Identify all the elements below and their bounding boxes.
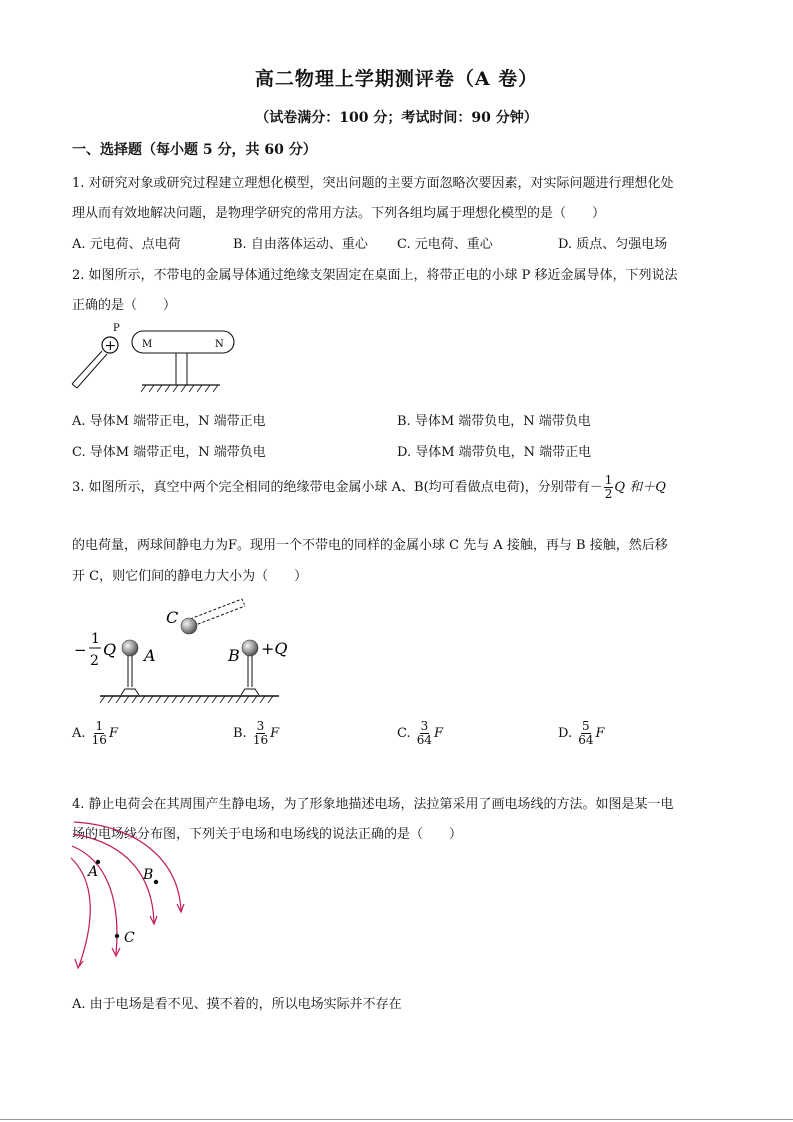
q1-line1: 1. 对研究对象或研究过程建立理想化模型，突出问题的主要方面忽略次要因素，对实际问题进行理想化处: [72, 176, 674, 191]
q2-p-label: P: [113, 323, 120, 334]
q2-figure: [70, 318, 240, 394]
q3-fig-q: Q: [103, 640, 117, 659]
rod-c-dash-2: [193, 606, 245, 626]
q3-opt-c-letter: C.: [397, 726, 411, 741]
q3-opt-d-unit: F: [595, 726, 605, 741]
q3-line1: [72, 472, 666, 504]
rod-edge-1: [72, 351, 102, 384]
q3-opt-a-num: 1: [95, 719, 104, 733]
q3-opt-c-num: 3: [420, 719, 429, 733]
q3-option-d[interactable]: [558, 720, 605, 747]
q3-opt-b-den: 16: [252, 733, 269, 747]
q3-option-c[interactable]: [397, 720, 443, 747]
arrow-head-4: [75, 959, 83, 968]
point-c: [115, 934, 119, 938]
q4-c-label: C: [124, 930, 135, 946]
q3-opt-d-letter: D.: [558, 726, 573, 741]
q3-line1-text-b: Q 和＋Q: [614, 480, 666, 495]
q3-ground-hatch: [100, 696, 273, 703]
q3-opt-d-frac: [577, 720, 594, 747]
q3-fig-half-num: 1: [91, 631, 100, 647]
stand-a-base: [121, 689, 139, 695]
q1-option-d[interactable]: D. 质点、匀强电场: [558, 237, 668, 252]
q2-option-b[interactable]: B. 导体M 端带负电，N 端带负电: [397, 414, 591, 429]
q2-line2: 正确的是（ ）: [72, 298, 177, 313]
q3-opt-d-num: 5: [582, 719, 590, 733]
q3-opt-a-den: 16: [91, 733, 107, 747]
q1-option-b[interactable]: B. 自由落体运动、重心: [233, 237, 368, 252]
q4-option-a[interactable]: A. 由于电场是看不见、摸不着的，所以电场实际并不存在: [72, 997, 402, 1012]
q3-a-label: A: [144, 646, 156, 665]
q3-half-fraction: [604, 474, 614, 501]
q3-c-label: C: [166, 608, 179, 627]
q2-plus-sign: +: [104, 338, 117, 354]
q1-option-c[interactable]: C. 元电荷、重心: [397, 237, 493, 252]
q1-line2: 理从而有效地解决问题，是物理学研究的常用方法。下列各组均属于理想化模型的是（ ）: [72, 206, 606, 221]
q3-option-b[interactable]: [233, 720, 279, 747]
stand-b-base: [241, 689, 259, 695]
q3-frac-num: 1: [604, 473, 613, 487]
q3-option-a[interactable]: [72, 720, 118, 747]
q3-opt-b-num: 3: [256, 719, 265, 733]
q2-n-label: N: [215, 339, 224, 350]
q3-frac-den: 2: [604, 487, 613, 501]
q3-opt-c-unit: F: [434, 726, 444, 741]
q1-option-a[interactable]: A. 元电荷、点电荷: [72, 237, 181, 252]
ball-b: [242, 640, 258, 656]
q3-opt-a-frac: [91, 720, 108, 747]
page-bottom-divider: [0, 1119, 793, 1120]
q2-option-d[interactable]: D. 导体M 端带负电，N 端带正电: [397, 445, 592, 460]
rod-edge-2: [77, 354, 107, 388]
q2-line1: 2. 如图所示，不带电的金属导体通过绝缘支架固定在桌面上，将带正电的小球 P 移近金属导体，下列说法: [72, 268, 678, 283]
q2-m-label: M: [142, 339, 153, 350]
q4-figure: [66, 818, 196, 974]
q3-minus: −: [74, 641, 87, 659]
q4-b-label: B: [143, 867, 154, 883]
q3-opt-a-letter: A.: [72, 726, 86, 741]
ball-a: [122, 640, 138, 656]
exam-info: （试卷满分：100 分；考试时间：90 分钟）: [255, 110, 538, 126]
q3-opt-b-letter: B.: [233, 726, 247, 741]
q4-line1: 4. 静止电荷会在其周围产生静电场，为了形象地描述电场，法拉第采用了画电场线的方法。如图是某一电: [72, 797, 674, 812]
q3-opt-a-unit: F: [108, 726, 118, 741]
ball-c: [181, 618, 197, 634]
q3-figure: [74, 595, 289, 710]
section-heading: 一、选择题（每小题 5 分，共 60 分）: [72, 142, 317, 158]
q4-a-label: A: [88, 864, 99, 880]
q2-option-a[interactable]: A. 导体M 端带正电，N 端带正电: [72, 414, 266, 429]
q3-fig-half-den: 2: [90, 653, 99, 669]
q3-line3: 开 C，则它们间的静电力大小为（ ）: [72, 569, 308, 584]
q2-option-c[interactable]: C. 导体M 端带正电，N 端带负电: [72, 445, 266, 460]
q3-opt-b-frac: [252, 720, 269, 747]
rod-c-dash-1: [190, 599, 242, 619]
field-line-3: [72, 846, 117, 954]
point-b: [154, 880, 158, 884]
q3-opt-b-unit: F: [270, 726, 280, 741]
q3-opt-d-den: 64: [578, 733, 594, 747]
q3-opt-c-frac: [416, 720, 433, 747]
q4-line2: 场的电场线分布图，下列关于电场和电场线的说法正确的是（ ）: [72, 827, 463, 842]
table-hatch: [141, 385, 218, 392]
page-title: 高二物理上学期测评卷（A 卷）: [254, 68, 539, 90]
q3-opt-c-den: 64: [416, 733, 433, 747]
q3-line2: 的电荷量，两球间静电力为F。现用一个不带电的同样的金属小球 C 先与 A 接触，再与 B 接触，然后移: [72, 538, 668, 553]
q3-plus-q: +Q: [261, 639, 288, 658]
rod-c-end: [242, 599, 245, 606]
rod-end: [72, 384, 77, 388]
q3-line1-text-a: 3. 如图所示，真空中两个完全相同的绝缘带电金属小球 A、B(均可看做点电荷)，分别带有－: [72, 480, 603, 495]
q3-b-label: B: [228, 646, 240, 665]
